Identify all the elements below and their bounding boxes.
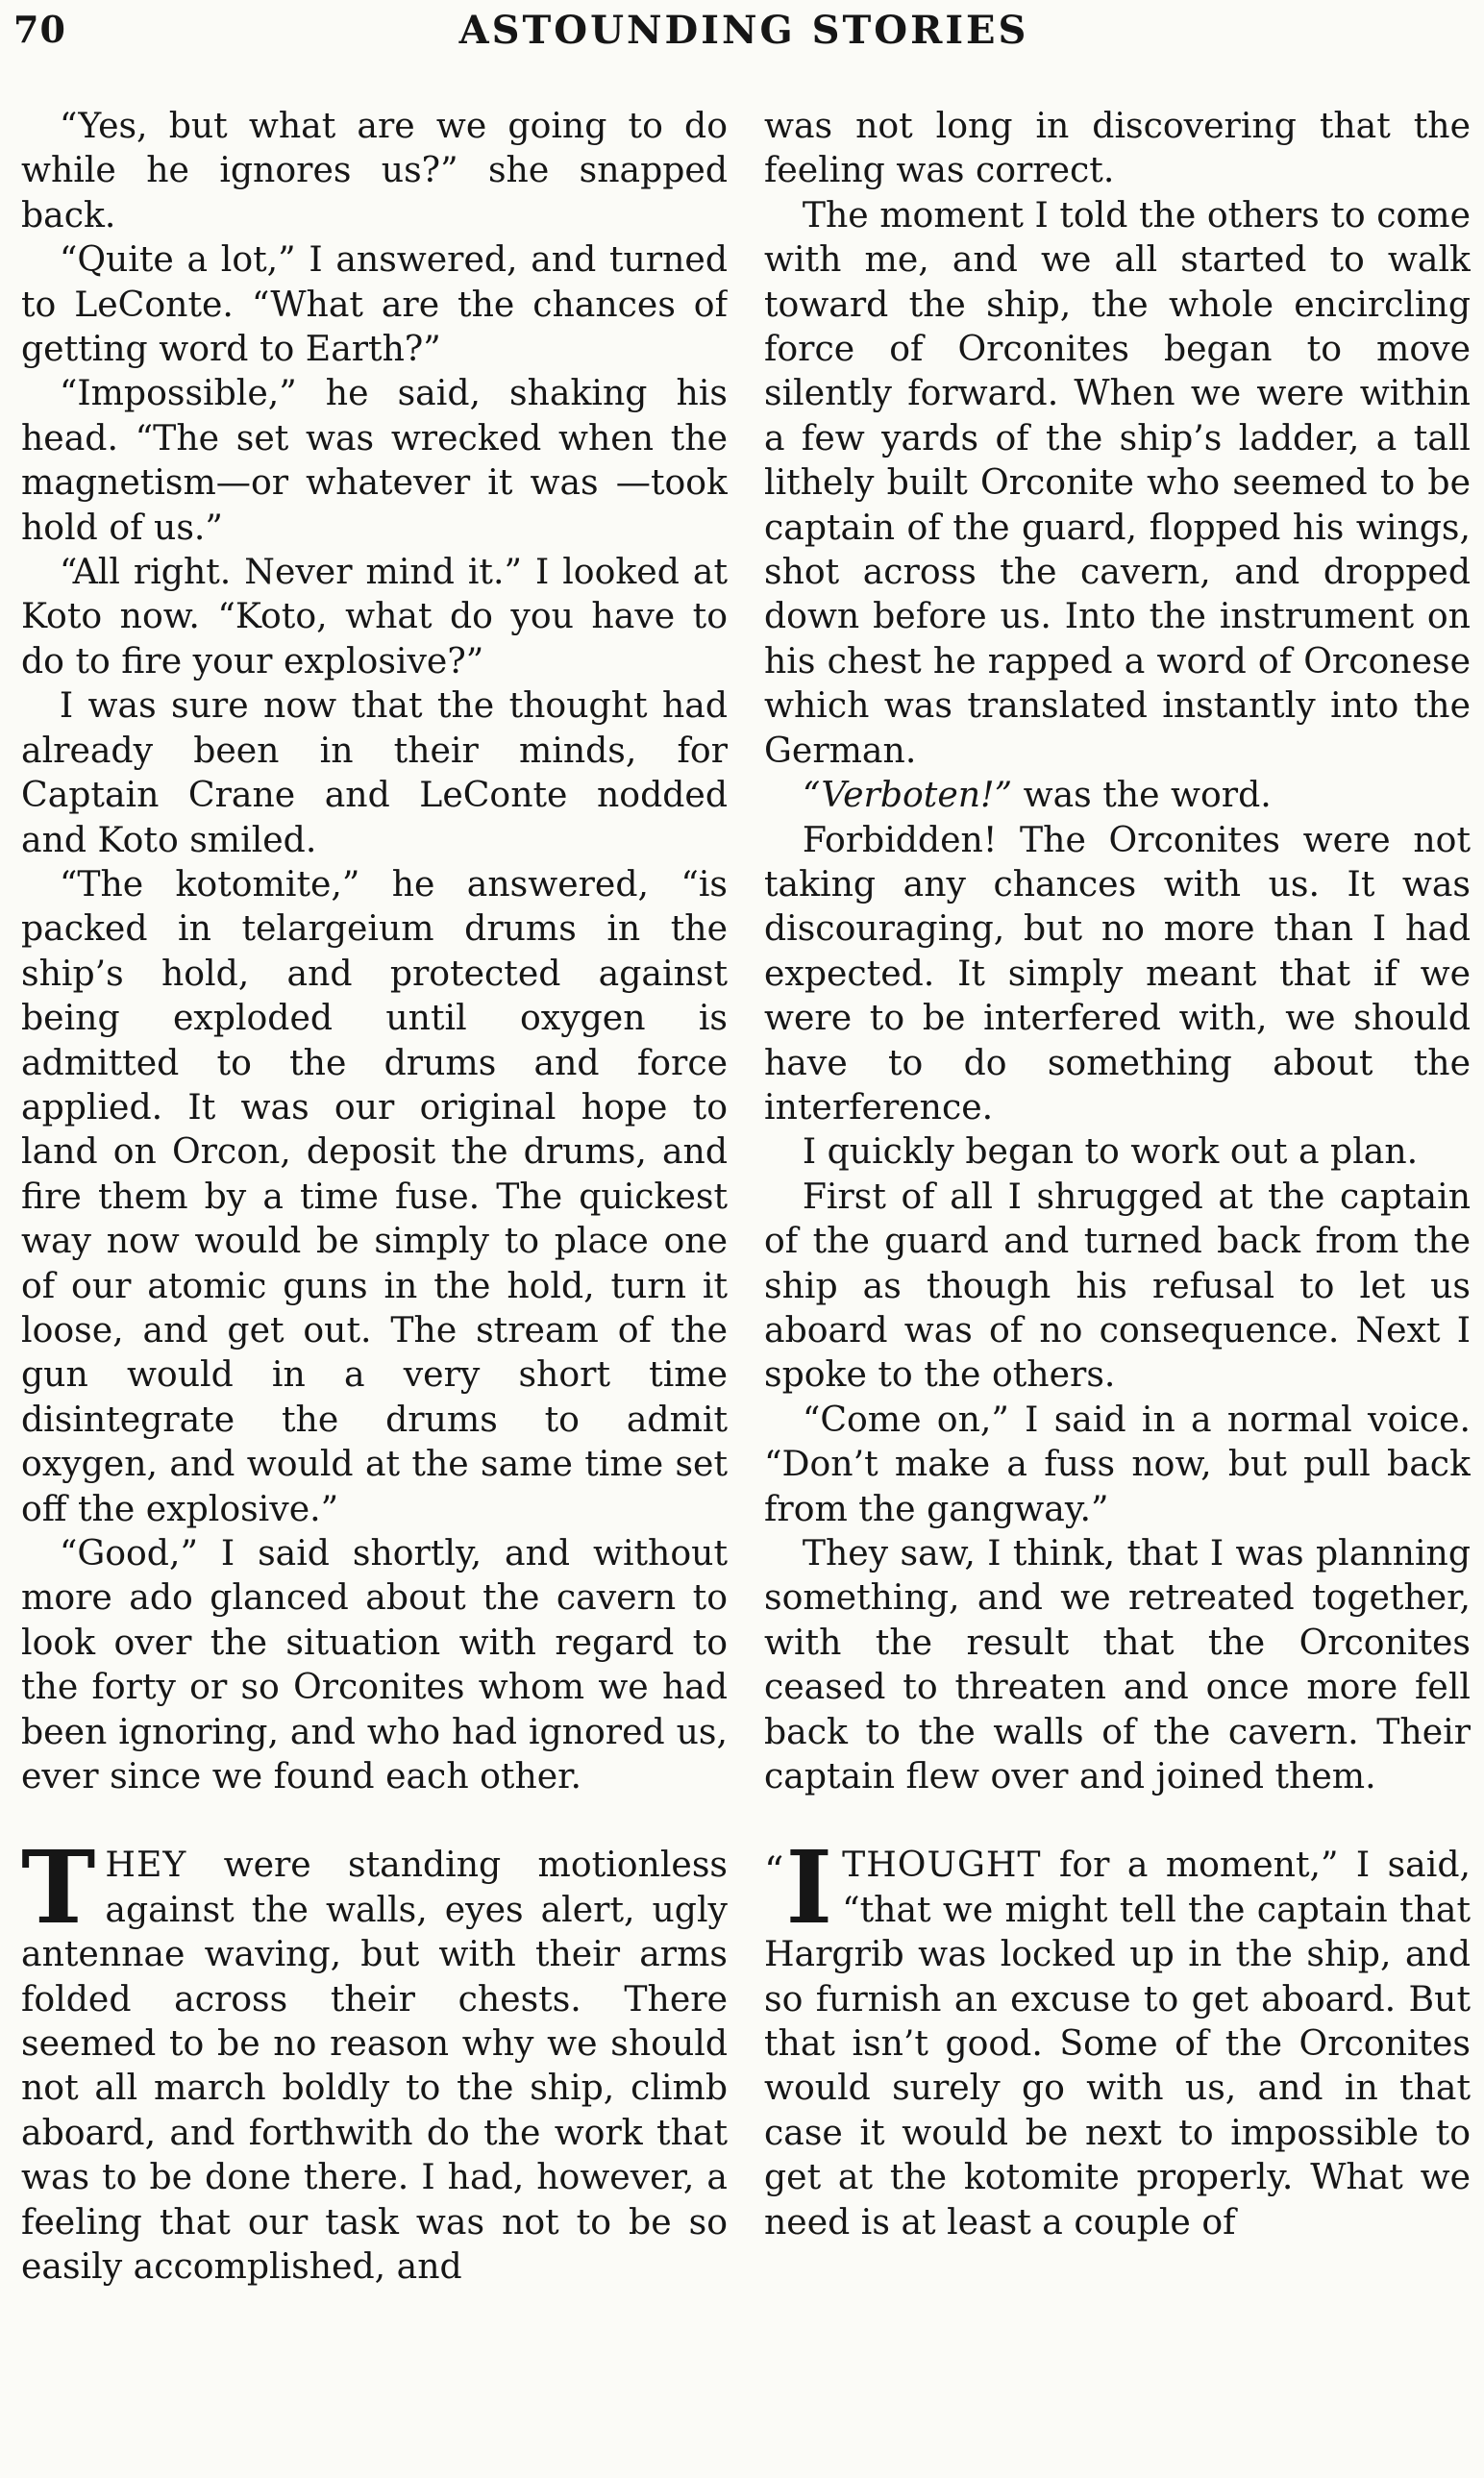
paragraph <box>764 773 1471 817</box>
paragraph: “Quite a lot,” I answered, and turned to LeConte. “What are the chances of getting word to Earth?” <box>21 238 728 370</box>
paragraph: “All right. Never mind it.” I looked at Koto now. “Koto, what do you have to do to fire your explosive?” <box>21 551 728 681</box>
paragraph: “Come on,” I said in a normal voice. “Don’t make a fuss now, but pull back from the gangway.” <box>764 1398 1471 1529</box>
section-text: were standing motionless against the walls, eyes alert, ugly antennae waving, but with their arms folded across their chests. There seemed to be no reason why we should not all march boldly to the ship, climb aboard, and forthwith do the work that was to be done there. I had, however, a feeling that our task was not to be so easily accomplished, and <box>21 1844 728 2288</box>
section-paragraph <box>21 1828 728 2289</box>
paragraph: First of all I shrugged at the captain of the guard and turned back from the ship as though his refusal to let us aboard was of no consequence. Next I spoke to the others. <box>764 1175 1471 1396</box>
paragraph: “Good,” I said shortly, and without more ado glanced about the cavern to look over the situation with regard to the forty or so Orconites whom we had been ignoring, and who had ignored us, ever since we found each other. <box>21 1532 728 1797</box>
running-title: ASTOUNDING STORIES <box>458 8 1029 53</box>
italic-word: “Verboten!” <box>802 774 1013 816</box>
right-column <box>764 104 1471 2468</box>
lead-caps: HEY <box>105 1844 187 1886</box>
paragraph-text: was the word. <box>1012 774 1272 816</box>
paragraph: I was sure now that the thought had already been in their minds, for Captain Crane and LeConte nodded and Koto smiled. <box>21 684 728 860</box>
paragraph: They saw, I think, that I was planning something, and we retreated together, with the result that the Orconites ceased to threaten and once more fell back to the walls of the cavern. Their captain flew over and joined them. <box>764 1532 1471 1797</box>
page-header <box>13 8 1474 60</box>
paragraph: The moment I told the others to come with me, and we all started to walk toward the ship, the whole encircling force of Orconites began to move silently forward. When we were within a few yards of the ship’s ladder, a tall lithely built Orconite who seemed to be captain of the guard, flopped his wings, shot across the cavern, and dropped down before us. Into the instrument on his chest he rapped a word of Orconese which was translated instantly into the German. <box>764 193 1471 771</box>
section-opening <box>764 1828 1471 2244</box>
drop-cap: I <box>785 1828 833 1947</box>
page-number: 70 <box>13 8 66 51</box>
section-paragraph <box>764 1828 1471 2244</box>
lead-caps: THOUGHT <box>842 1844 1042 1886</box>
left-column <box>21 104 728 2468</box>
section-text: for a moment,” I said, “that we might tell the captain that Hargrib was locked up in the ship, and so furnish an excuse to get aboard. But that isn’t good. Some of the Orconites would surely go with us, and in that case it would be next to impossible to get at the kotomite properly. What we need is at least a couple of <box>764 1844 1471 2243</box>
drop-cap: T <box>21 1828 96 1947</box>
section-break <box>764 1798 1471 1843</box>
paragraph: “Yes, but what are we going to do while he ignores us?” she snapped back. <box>21 105 728 235</box>
section-opening <box>21 1828 728 2289</box>
paragraph: Forbidden! The Orconites were not taking any chances with us. It was discouraging, but no more than I had expected. It simply meant that if we were to be interfered with, we should have to do something about the interference. <box>764 818 1471 1127</box>
open-quote: “ <box>764 1849 784 1895</box>
paragraph: was not long in discovering that the feeling was correct. <box>764 105 1471 191</box>
paragraph: “Impossible,” he said, shaking his head. “The set was wrecked when the magnetism—or whatever it was —took hold of us.” <box>21 372 728 548</box>
paragraph: I quickly began to work out a plan. <box>802 1130 1419 1173</box>
section-break <box>21 1798 728 1843</box>
paragraph: “The kotomite,” he answered, “is packed in telargeium drums in the ship’s hold, and protected against being exploded until oxygen is admitted to the drums and force applied. It was our original hope to land on Orcon, deposit the drums, and fire them by a time fuse. The quickest way now would be simply to place one of our atomic guns in the hold, turn it loose, and get out. The stream of the gun would in a very short time disintegrate the drums to admit oxygen, and would at the same time set off the explosive.” <box>21 862 728 1529</box>
